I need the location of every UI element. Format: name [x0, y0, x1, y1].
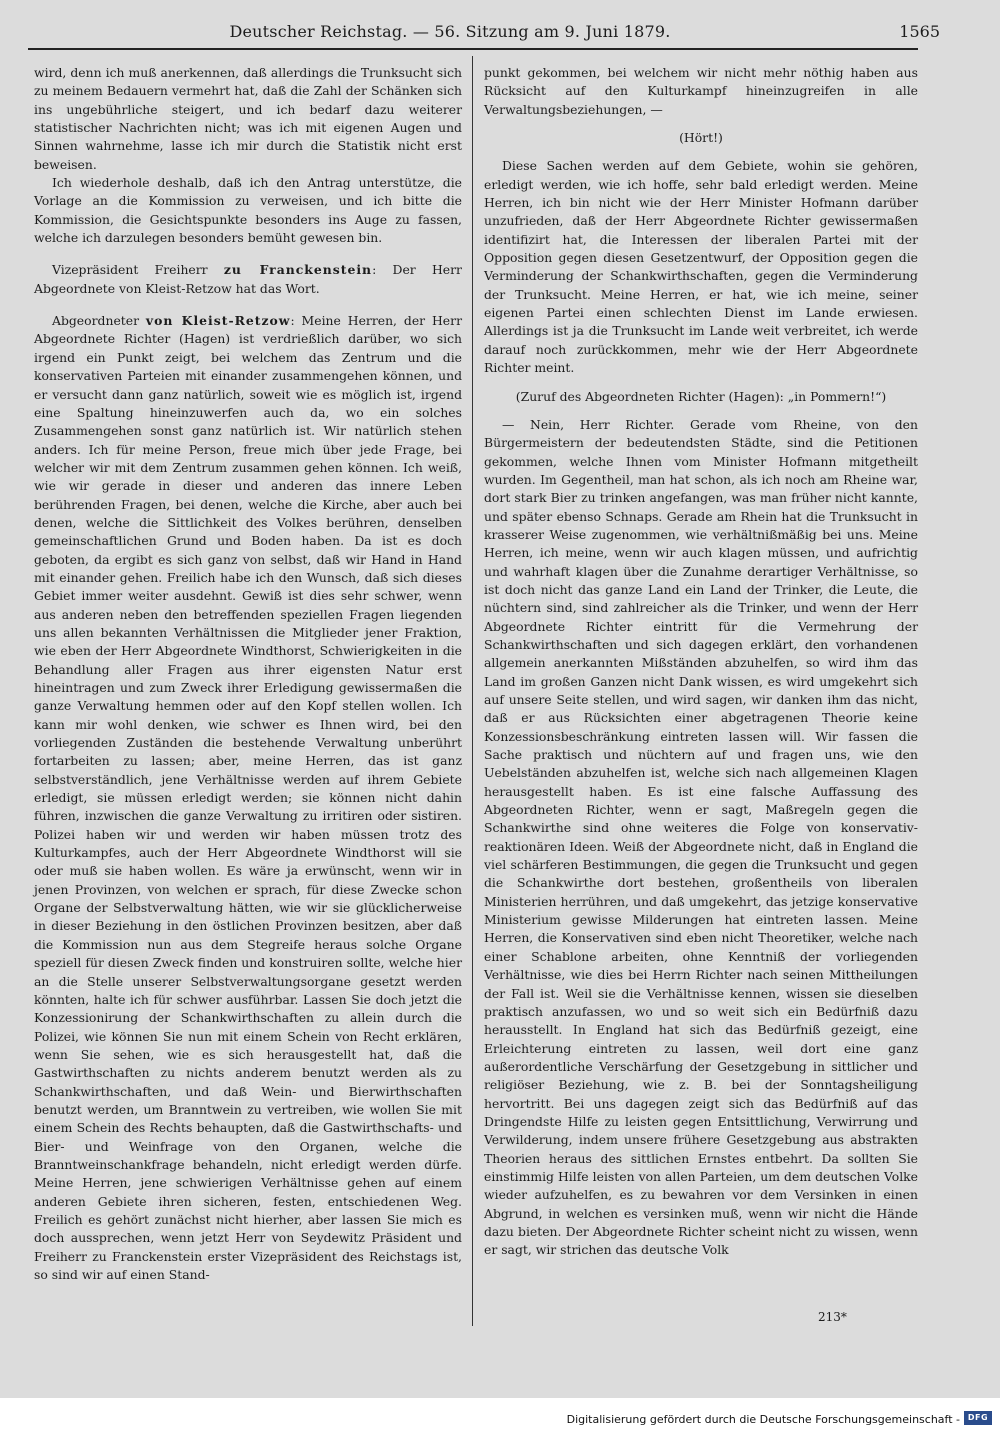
right-paragraph-2: Diese Sachen werden auf dem Gebiete, wohin sie gehören, erledigt werden, wie ich hoffe, sehr bald erledigt werden. Meine Herren, ich bin nicht wie der Herr Minister Hofmann darüber unzufrieden, daß der Herr Abgeordnete Richter gewissermaßen identifizirt hat, die Interessen der liberalen Partei mit der Opposition gegen diesen Gesetzentwurf, der Opposition gegen die Verminderung der Schankwirthschaften, gegen die Verminderung der Trunksucht. Meine Herren, er hat, wie ich meine, seiner eigenen Partei einen schlechten Dienst im Lande erwiesen. Allerdings ist ja die Trunksucht im Lande weit verbreitet, ich werde darauf noch zurückkommen, mehr wie der Herr Abgeordnete Richter meint. — [484, 158, 918, 376]
header-rule — [28, 48, 918, 50]
page-header — [20, 14, 940, 48]
right-paragraph-3: — Nein, Herr Richter. Gerade vom Rheine, von den Bürgermeistern der bedeutendsten Städte, sind die Petitionen gekommen, welche Ihnen vom Minister Hofmann mitgetheilt wurden. Im Gegentheil, man hat schon, als ich noch am Rheine war, dort stark Bier zu trinken angefangen, was man früher nicht kannte, und später ebenso Schnaps. Gerade am Rhein hat die Trunksucht in krasserer Weise zugenommen, wie verhältnißmäßig bei uns. Meine Herren, ich meine, wenn wir auch klagen müssen, und aufrichtig und wahrhaft klagen über die Zunahme derartiger Verhältnisse, so ist doch nicht das ganze Land ein Land der Trinker, die Leute, die nüchtern sind, sind zahlreicher als die Trinker, und wenn der Herr Abgeordnete Richter eintritt für die Vermehrung der Schankwirthschaften und sich dagegen erklärt, den vorhandenen allgemein anerkannten Mißständen abzuhelfen, so wird ihm das Land im großen Ganzen nicht Dank wissen, es wird umgekehrt sich auf unsere Seite stellen, und wird sagen, wir danken ihm das nicht, daß er aus Rücksichten einer abgetragenen Theorie keine Konzessionsbeschränkung eintreten lassen will. Wir fassen die Sache praktisch und nüchtern auf und fragen uns, wie den Uebelständen abzuhelfen ist, welche sich nach allgemeinen Klagen herausgestellt haben. Es ist eine falsche Auffassung des Abgeordneten Richter, wenn er sagt, Maßregeln gegen die Schankwirthe sind ohne weiteres die Folge von konservativ-reaktionären Ideen. Weiß der Abgeordnete nicht, daß in England die viel schärferen Bestimmungen, die gegen die Trunksucht und gegen die Schankwirthe dort bestehen, großentheils von liberalen Ministerien herrühren, und daß umgekehrt, das jetzige konservative Ministerium gewisse Milderungen hat eintreten lassen. Meine Herren, die Konservativen sind eben nicht Theoretiker, welche nach einer Schablone arbeiten, ohne Kenntniß der vorliegenden Verhältnisse, wie dies bei Herrn Richter nach seinen Mittheilungen der Fall ist. Weil sie die Verhältnisse kennen, wissen sie dieselben praktisch anzufassen, wo und so weit sich ein Bedürfniß dazu herausstellt. In England hat sich das Bedürfniß gezeigt, eine Erleichterung eintreten zu lassen, weil dort eine ganz außerordentliche Verschärfung der Gesetzgebung in sittlicher und religiöser Beziehung, wie z. B. bei der Sonntagsheiligung hervortritt. Bei uns dagegen zeigt sich das Bedürfniß auf das Dringendste Hilfe zu leisten gegen Entsittlichung, Verwirrung und Verwilderung, indem unsere frühere Gesetzgebung aus abstrakten Theorien heraus des sittlichen Ernstes entbehrt. Da sollten Sie einstimmig Hilfe leisten von allen Parteien, um dem deutschen Volke wieder aufzuhelfen, es zu bewahren vor dem Versinken in einen Abgrund, in welchen es versinken muß, wenn wir nicht die Hände dazu bieten. Der Abgeordnete Richter scheint nicht zu wissen, wenn er sagt, wir strichen das deutsche Volk — [484, 416, 918, 1258]
speaker-name: von Kleist-Retzow — [145, 313, 291, 329]
dfg-logo[interactable]: DFG — [964, 1411, 992, 1425]
speech-text: : Meine Herren, der Herr Abgeordnete Richter (Hagen) ist verdrießlich darüber, wo sich irgend ein Punkt zeigt, bei welchem das Zentrum und die konservativen Parteien mit einander zusammengehen können, und er versucht dann ganz natürlich, soweit wie es möglich ist, irgend eine Spaltung hineinzuwerfen auch da, wo ein solches Zusammengehen sonst ganz natürlich ist. Wir natürlich stehen anders. Ich für meine Person, freue mich über jede Frage, bei welcher wir mit dem Zentrum zusammen gehen können. Ich weiß, wie wir gerade in dieser und anderen das innere Leben berührenden Fragen, bei denen, welche die Kirche, aber auch bei denen, welche die Sittlichkeit des Volkes berühren, denselben gemeinschaftlichen Grund und Boden haben. Da ist es doch geboten, da ergibt es sich ganz von selbst, daß wir Hand in Hand mit einander gehen. Freilich habe ich den Wunsch, daß sich dieses Gebiet immer weiter ausdehnt. Gewiß ist dies sehr schwer, wenn aus anderen neben den betreffenden speziellen Fragen liegenden uns allen bekannten Verhältnissen die Mitglieder jener Fraktion, wie eben der Herr Abgeordnete Windthorst, Schwierigkeiten in die Behandlung aller Fragen aus ihrer eigensten Natur erst hineintragen und zum Zweck ihrer Erledigung gewissermaßen die ganze Verwaltung hemmen oder auf den Kopf stellen wollen. Ich kann mir wohl denken, wie schwer es Ihnen wird, bei den vorliegenden Zuständen die bestehende Verwaltung unberührt fortarbeiten zu lassen; aber, meine Herren, das ist ganz selbstverständlich, jene Verhältnisse werden auf ihrem Gebiete erledigt, sie müssen erledigt werden; sie können nicht dahin führen, inzwischen die ganze Verwaltung zu irritiren oder sistiren. Polizei haben wir und werden wir haben müssen trotz des Kulturkampfes, auch der Herr Abgeordnete Windthorst will sie oder muß sie haben wollen. Es wäre ja erwünscht, wenn wir in jenen Provinzen, von welchen er sprach, für diese Zwecke schon Organe der Selbstverwaltung hätten, wie wir sie glücklicherweise in dieser Beziehung in den östlichen Provinzen besitzen, aber daß die Kommission nun aus dem Stegreife heraus solche Organe speziell für diesen Zweck finden und konstruiren sollte, welche hier an die Stelle unserer Selbstverwaltungsorgane gesetzt werden könnten, halte ich für schwer ausführbar. Lassen Sie doch jetzt die Konzessionirung der Schankwirthschaften zu allein durch die Polizei, wie können Sie nun mit einem Schein von Recht erklären, wenn Sie sehen, wie es sich herausgestellt hat, daß die Gastwirthschaften zu nichts anderem benutzt werden als zu Schankwirthschaften, und daß Wein- und Bierwirthschaften benutzt werden, um Branntwein zu vertreiben, wie wollen Sie mit einem Schein des Rechts behaupten, daß die Gastwirthschafts- und Bier- und Weinfrage von den Organen, welche die Branntweinschankfrage behandeln, nicht erledigt werden dürfe. Meine Herren, jene schwierigen Verhältnisse gehen auf einem anderen Gebiete ihren sicheren, festen, entschiedenen Weg. Freilich es gehört zunächst nicht hierher, aber lassen Sie mich es doch aussprechen, wenn jetzt Herr von Seydewitz Präsident und Freiherr zu Franckenstein erster Vizepräsident des Reichstags ist, so sind wir auf einen Stand- — [34, 313, 462, 1282]
announcement-suffix: : Der Herr Abgeordnete von Kleist-Retzow hat das Wort. — [34, 262, 462, 296]
interjection-hoert: (Hört!) — [679, 130, 723, 146]
speech-paragraph — [34, 312, 462, 1284]
printer-signature: 213* — [818, 1310, 847, 1324]
header-title: Deutscher Reichstag. — 56. Sitzung am 9. Juni 1879. — [229, 21, 671, 41]
speech-prefix: Abgeordneter — [52, 313, 146, 329]
right-column — [484, 64, 918, 1260]
right-paragraph-1: punkt gekommen, bei welchem wir nicht mehr nöthig haben aus Rücksicht auf den Kulturkampf hineinzugreifen in alle Verwaltungsbeziehungen, — — [484, 65, 918, 117]
left-paragraph-2: Ich wiederhole deshalb, daß ich den Antrag unterstütze, die Vorlage an die Kommission zu verweisen, und ich bitte die Kommission, die Gesichtspunkte besonders ins Auge zu fassen, welche ich darzulegen besonders bemüht gewesen bin. — [34, 175, 462, 246]
president-announcement — [34, 261, 462, 298]
column-divider — [472, 56, 473, 1326]
president-name: zu Franckenstein — [223, 262, 373, 278]
announcement-prefix: Vizepräsident Freiherr — [52, 262, 224, 278]
left-paragraph-1: wird, denn ich muß anerkennen, daß allerdings die Trunksucht sich zu meinem Bedauern vermehrt hat, daß die Zahl der Schänken sich ins ungebührliche steigert, und ich bedarf dazu weiterer statistischer Nachrichten nicht; was ich mit eigenen Augen und Sinnen wahrnehme, lasse ich mir durch die Statistik nicht erst beweisen. — [34, 65, 462, 172]
interjection-richter: (Zuruf des Abgeordneten Richter (Hagen): „in Pommern!“) — [515, 388, 887, 404]
footer-text: Digitalisierung gefördert durch die Deutsche Forschungsgemeinschaft - — [566, 1413, 960, 1426]
digitization-footer — [0, 1410, 1000, 1430]
left-column — [34, 64, 462, 1284]
page-number: 1565 — [899, 21, 940, 41]
